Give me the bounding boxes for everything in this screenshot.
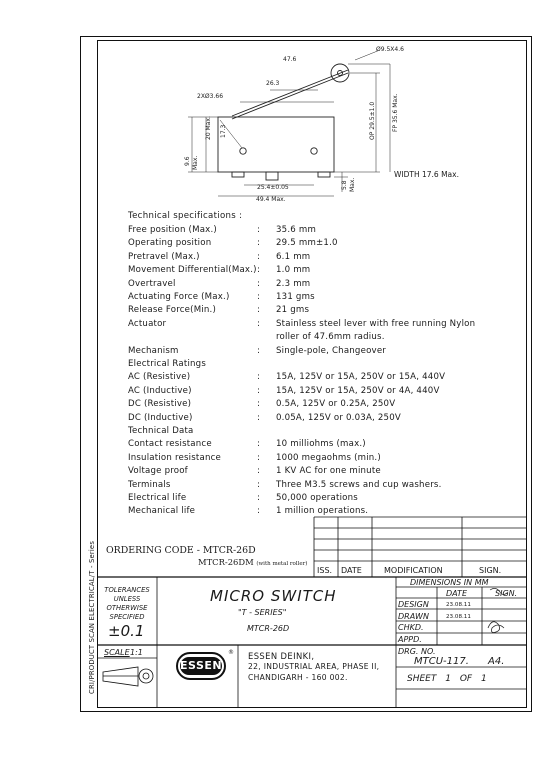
spec-value: 2.3 mm bbox=[276, 278, 311, 289]
drg-no: MTCU-117. bbox=[414, 656, 469, 667]
drawing-series: "T - SERIES" bbox=[238, 608, 287, 617]
drawn-label: DRAWN bbox=[398, 612, 429, 621]
spec-label: Free position (Max.) bbox=[128, 225, 217, 235]
spec-colon: : bbox=[257, 292, 261, 302]
spec-value: Stainless steel lever with free running Nylon bbox=[276, 318, 476, 329]
rev-sign: SIGN. bbox=[479, 566, 502, 575]
dim-9-6: 9.6 bbox=[184, 156, 191, 166]
spec-label: Overtravel bbox=[128, 278, 176, 289]
registered-mark: ® bbox=[228, 649, 234, 656]
spec-label: Insulation resistance bbox=[128, 452, 222, 463]
spec-colon: : bbox=[257, 493, 261, 503]
ordering-note: (with metal roller) bbox=[256, 561, 308, 567]
spec-value: Three M3.5 screws and cup washers. bbox=[276, 479, 442, 490]
spec-colon: : bbox=[257, 399, 261, 410]
tol-line-4: SPECIFIED bbox=[109, 613, 145, 621]
spec-label: Actuating Force (Max.) bbox=[128, 292, 230, 302]
tol-line-3: OTHERWISE bbox=[106, 604, 148, 612]
sidebar-path: CRI/PRODUCT SCAN ELECTRICAL/T - Series bbox=[88, 540, 96, 694]
spec-colon: : bbox=[257, 372, 261, 383]
dim-max-left: Max. bbox=[192, 155, 199, 170]
spec-label: Voltage proof bbox=[128, 466, 188, 477]
sheet-of: OF bbox=[459, 674, 473, 684]
ordering-code: ORDERING CODE - MTCR-26D bbox=[106, 545, 256, 556]
design-label: DESIGN bbox=[398, 600, 429, 609]
spec-value: 1000 megaohms (min.) bbox=[276, 452, 381, 463]
spec-colon: : bbox=[257, 278, 261, 289]
dim-5-8: 5.8 bbox=[341, 180, 348, 190]
sheet-size: A4. bbox=[488, 656, 505, 667]
spec-value: 10 milliohms (max.) bbox=[276, 439, 366, 450]
drg-no-label: DRG. NO. bbox=[398, 647, 436, 656]
dim-17: 17.3 bbox=[220, 124, 227, 138]
spec-label: Release Force(Min.) bbox=[128, 305, 217, 316]
sheet-info bbox=[407, 674, 487, 684]
spec-value: 1 KV AC for one minute bbox=[276, 466, 381, 477]
spec-value: 0.5A, 125V or 0.25A, 250V bbox=[276, 399, 396, 410]
company-name: ESSEN DEINKI, bbox=[248, 651, 315, 661]
drawing-model: MTCR-26D bbox=[247, 624, 290, 633]
rev-date: DATE bbox=[341, 566, 362, 575]
appd-label: APPD. bbox=[398, 635, 422, 644]
chkd-label: CHKD. bbox=[398, 623, 424, 632]
dim-47: 47.6 bbox=[283, 56, 297, 63]
spec-label: AC (Resistive) bbox=[128, 372, 191, 383]
spec-value: 1 million operations. bbox=[276, 506, 369, 517]
spec-label: Operating position bbox=[128, 238, 212, 249]
scale-label: SCALE bbox=[104, 648, 130, 657]
spec-label: Electrical Ratings bbox=[128, 359, 207, 369]
ordering-code-metal: MTCR-26DM bbox=[198, 557, 254, 567]
drawn-date: 23.08.11 bbox=[446, 614, 471, 620]
sheet-number: 1 bbox=[445, 674, 451, 684]
spec-label: Technical Data bbox=[128, 426, 194, 436]
dim-26: 26.3 bbox=[266, 80, 280, 87]
spec-value: 50,000 operations bbox=[276, 493, 358, 503]
spec-label: DC (Inductive) bbox=[128, 412, 193, 423]
spec-colon: : bbox=[257, 452, 261, 463]
spec-label: Terminals bbox=[128, 479, 171, 490]
spec-value: 131 gms bbox=[276, 292, 315, 302]
tolerance-note bbox=[97, 586, 157, 622]
company-address-2: CHANDIGARH - 160 002. bbox=[248, 673, 348, 682]
date-header: DATE bbox=[446, 589, 467, 598]
scale-value: 1:1 bbox=[130, 648, 143, 657]
spec-value: roller of 47.6mm radius. bbox=[276, 332, 385, 343]
dim-max20: 20 Max. bbox=[205, 116, 212, 140]
dim-op: OP 29.5±1.0 bbox=[369, 101, 376, 140]
tolerance-value: ±0.1 bbox=[108, 622, 145, 640]
rev-iss: ISS. bbox=[317, 566, 333, 575]
dim-holes: 2XØ3.66 bbox=[197, 93, 224, 100]
spec-colon: : bbox=[257, 466, 261, 477]
dim-25: 25.4±0.05 bbox=[257, 184, 289, 191]
spec-colon: : bbox=[257, 439, 261, 450]
spec-value: 6.1 mm bbox=[276, 251, 311, 262]
spec-colon: : bbox=[257, 318, 261, 329]
dims-in-mm: DIMENSIONS IN MM bbox=[410, 578, 489, 587]
projection-symbol bbox=[103, 667, 153, 686]
spec-label: Electrical life bbox=[128, 493, 187, 503]
spec-colon: : bbox=[257, 345, 261, 356]
spec-value: 35.6 mm bbox=[276, 225, 317, 235]
dim-49: 49.4 Max. bbox=[256, 196, 286, 203]
spec-label: Pretravel (Max.) bbox=[128, 251, 200, 262]
spec-value: 0.05A, 125V or 0.03A, 250V bbox=[276, 412, 401, 423]
spec-value: Single-pole, Changeover bbox=[276, 345, 387, 356]
specs-heading: Technical specifications : bbox=[128, 211, 243, 221]
spec-label: Mechanical life bbox=[128, 506, 196, 517]
dim-width: WIDTH 17.6 Max. bbox=[394, 170, 459, 179]
spec-label: Mechanism bbox=[128, 345, 179, 356]
tol-line-1: TOLERANCES bbox=[104, 586, 150, 594]
spec-colon: : bbox=[257, 265, 261, 276]
signature-2 bbox=[488, 622, 504, 633]
spec-value: 29.5 mm±1.0 bbox=[276, 238, 338, 249]
spec-colon: : bbox=[257, 385, 261, 396]
spec-value: 15A, 125V or 15A, 250V or 15A, 440V bbox=[276, 372, 446, 383]
spec-colon: : bbox=[257, 225, 261, 235]
sheet-label: SHEET bbox=[407, 674, 437, 684]
company-address-1: 22, INDUSTRIAL AREA, PHASE II, bbox=[248, 662, 380, 671]
spec-value: 21 gms bbox=[276, 305, 310, 316]
spec-label: AC (Inductive) bbox=[128, 385, 192, 396]
sign-header: SIGN. bbox=[495, 589, 518, 598]
spec-label: Contact resistance bbox=[128, 439, 212, 450]
spec-label: Actuator bbox=[128, 318, 167, 329]
design-date: 23.08.11 bbox=[446, 602, 471, 608]
rev-modification: MODIFICATION bbox=[384, 566, 443, 575]
spec-colon: : bbox=[257, 238, 261, 249]
tol-line-2: UNLESS bbox=[113, 595, 141, 603]
sheet-total: 1 bbox=[480, 674, 487, 684]
spec-colon: : bbox=[257, 479, 261, 490]
dim-roller: Ø9.5X4.6 bbox=[376, 46, 404, 53]
spec-colon: : bbox=[257, 506, 261, 517]
spec-label: DC (Resistive) bbox=[128, 399, 192, 410]
dim-max-right: Max. bbox=[349, 177, 356, 192]
essen-logo bbox=[176, 652, 226, 680]
spec-value: 15A, 125V or 15A, 250V or 4A, 440V bbox=[276, 385, 440, 396]
spec-colon: : bbox=[257, 251, 261, 262]
dim-fp: FP 35.6 Max. bbox=[392, 93, 399, 132]
spec-value: 1.0 mm bbox=[276, 265, 311, 276]
spec-label: Movement Differential(Max.) bbox=[128, 265, 257, 276]
spec-colon: : bbox=[257, 412, 261, 423]
spec-colon: : bbox=[257, 305, 261, 316]
drawing-title: MICRO SWITCH bbox=[210, 587, 337, 605]
logo-text: ESSEN bbox=[180, 657, 222, 675]
